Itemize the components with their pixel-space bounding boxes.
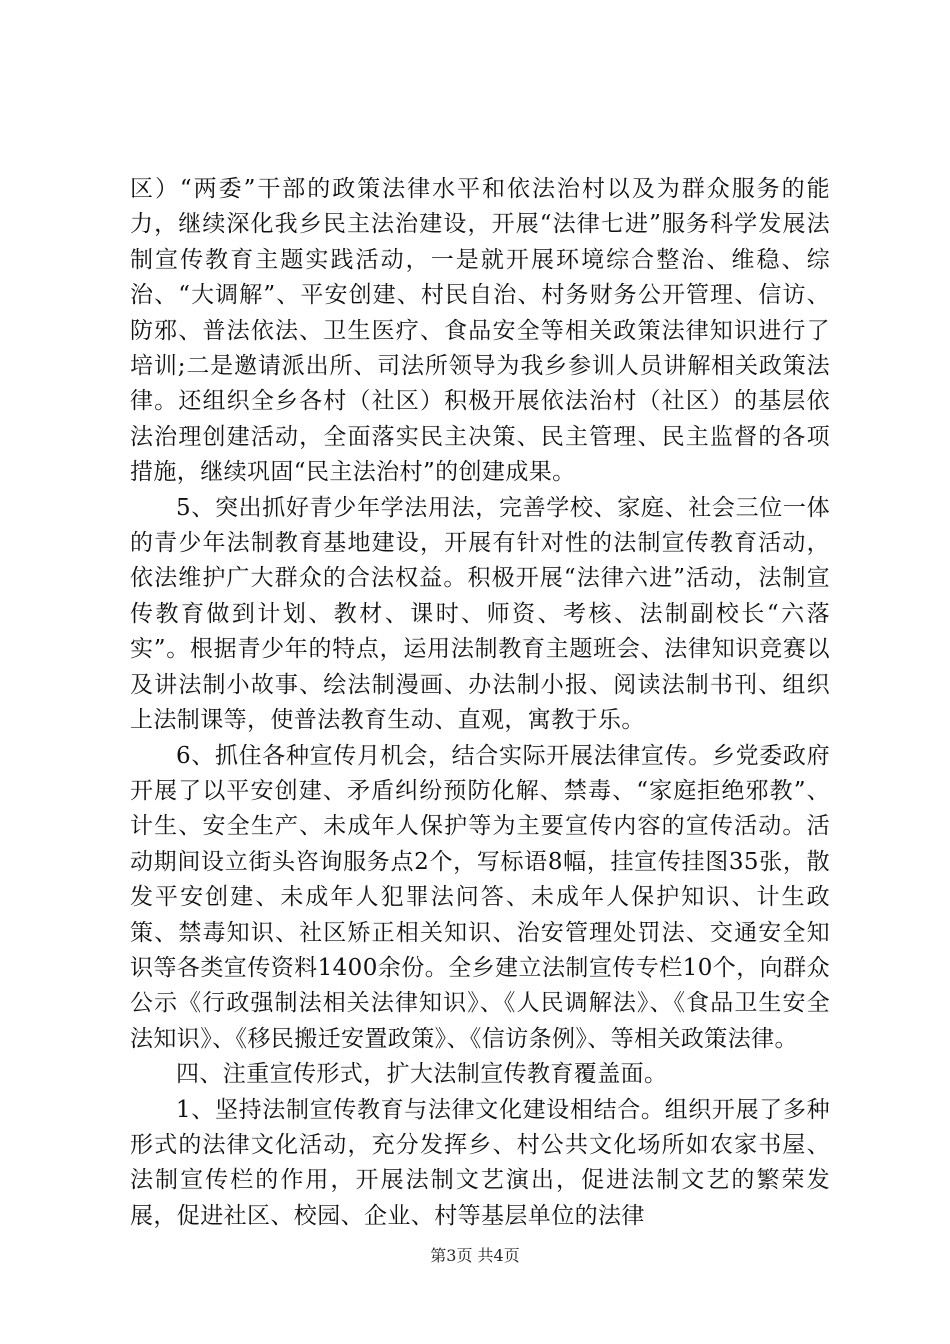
section-heading: 四、注重宣传形式，扩大法制宣传教育覆盖面。 <box>176 1061 668 1088</box>
paragraph-1: 区）“两委”干部的政策法律水平和依法治村以及为群众服务的能力，继续深化我乡民主法治建设，开展“法律七进”服务科学发展法制宣传教育主题实践活动，一是就开展环境综合整治、维稳、综治、“大调解”、平安创建、村民自治、村务财务公开管理、信访、防邪、普法依法、卫生医疗、食品安全等相关政策法律知识进行了培训;二是邀请派出所、司法所领导为我乡参训人员讲解相关政策法律。还组织全乡各村（社区）积极开展依法治村（社区）的基层依法治理创建活动，全面落实民主决策、民主管理、民主监督的各项措施，继续巩固“民主法治村”的创建成果。 <box>130 176 830 486</box>
page-footer: 第3页 共4页 <box>430 1246 520 1265</box>
paragraph-4: 1、坚持法制宣传教育与法律文化建设相结合。组织开展了多种形式的法律文化活动，充分发挥乡、村公共文化场所如农家书屋、法制宣传栏的作用，开展法制文艺演出，促进法制文艺的繁荣发展，促进社区、校园、企业、村等基层单位的法律 <box>130 1096 830 1229</box>
paragraph-3: 6、抓住各种宣传月机会，结合实际开展法律宣传。乡党委政府开展了以平安创建、矛盾纠纷预防化解、禁毒、“家庭拒绝邪教”、计生、安全生产、未成年人保护等为主要宣传内容的宣传活动。活动期间设立街头咨询服务点2个，写标语8幅，挂宣传挂图35张，散发平安创建、未成年人犯罪法问答、未成年人保护知识、计生政策、禁毒知识、社区矫正相关知识、治安管理处罚法、交通安全知识等各类宣传资料1400余份。全乡建立法制宣传专栏10个，向群众公示《行政强制法相关法律知识》、《人民调解法》、《食品卫生安全法知识》、《移民搬迁安置政策》、《信访条例》、等相关政策法律。 <box>130 742 830 1052</box>
body-text <box>130 172 830 1234</box>
paragraph-2: 5、突出抓好青少年学法用法，完善学校、家庭、社会三位一体的青少年法制教育基地建设，开展有针对性的法制宣传教育活动，依法维护广大群众的合法权益。积极开展“法律六进”活动，法制宣传教育做到计划、教材、课时、师资、考核、法制副校长“六落实”。根据青少年的特点，运用法制教育主题班会、法律知识竞赛以及讲法制小故事、绘法制漫画、办法制小报、阅读法制书刊、组织上法制课等，使普法教育生动、直观，寓教于乐。 <box>130 494 830 734</box>
